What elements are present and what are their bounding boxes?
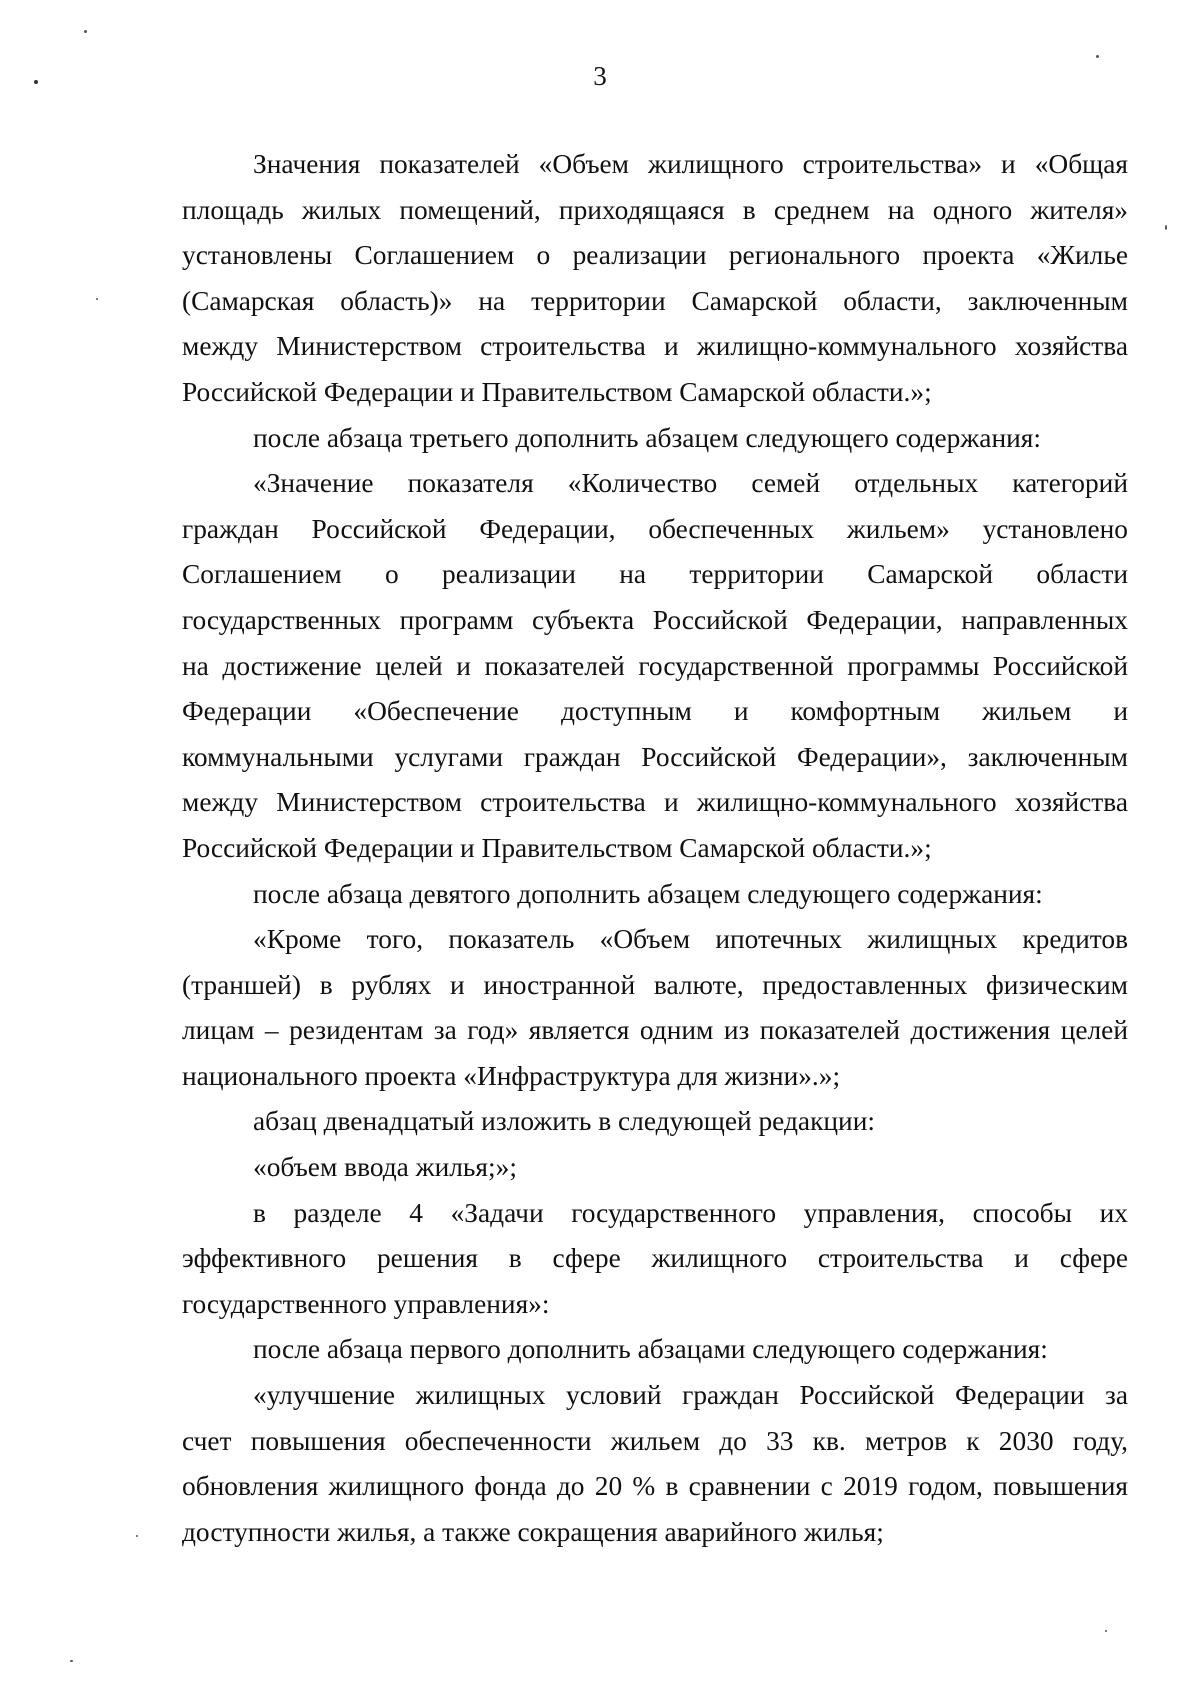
text-line: (траншей) в рублях и иностранной валюте, предоставленных физическим <box>182 969 1128 1000</box>
text-line: Российской Федерации и Правительством Самарской области.»; <box>182 376 932 407</box>
text-line: граждан Российской Федерации, обеспеченных жильем» установлено <box>182 513 1128 544</box>
text-line: Российской Федерации и Правительством Самарской области.»; <box>182 832 932 863</box>
text-line: (Самарская область)» на территории Самарской области, заключенным <box>182 285 1128 316</box>
text-line: коммунальными услугами граждан Российской Федерации», заключенным <box>182 741 1128 772</box>
text-line: «объем ввода жилья;»; <box>253 1152 517 1183</box>
scan-speck <box>1165 225 1167 230</box>
text-line: национального проекта «Инфраструктура для жизни».»; <box>182 1060 841 1091</box>
scan-speck <box>136 1535 138 1537</box>
scan-speck <box>84 30 87 33</box>
document-body <box>182 142 1128 1555</box>
page-number: 3 <box>593 61 607 91</box>
text-line: Значения показателей «Объем жилищного строительства» и «Общая <box>253 149 1128 179</box>
scan-speck <box>1105 1630 1107 1632</box>
scan-speck <box>34 80 38 84</box>
text-line: доступности жилья, а также сокращения аварийного жилья; <box>182 1516 884 1547</box>
text-line: в разделе 4 «Задачи государственного управления, способы их <box>253 1197 1128 1228</box>
text-line: счет повышения обеспеченности жильем до 33 кв. метров к 2030 году, <box>182 1425 1128 1456</box>
text-line: между Министерством строительства и жилищно-коммунального хозяйства <box>182 331 1128 362</box>
text-line: после абзаца девятого дополнить абзацем следующего содержания: <box>253 878 1043 909</box>
text-line: Соглашением о реализации на территории Самарской области <box>182 559 1128 590</box>
scan-speck <box>96 298 98 300</box>
text-line: после абзаца третьего дополнить абзацем следующего содержания: <box>253 422 1041 453</box>
text-line: установлены Соглашением о реализации регионального проекта «Жилье <box>182 240 1128 271</box>
text-line: между Министерством строительства и жилищно-коммунального хозяйства <box>182 787 1128 818</box>
text-line: «Кроме того, показатель «Объем ипотечных жилищных кредитов <box>253 924 1128 955</box>
text-line: «Значение показателя «Количество семей отдельных категорий <box>253 468 1128 499</box>
text-line: площадь жилых помещений, приходящаяся в среднем на одного жителя» <box>182 194 1128 225</box>
scan-speck <box>1096 55 1099 58</box>
text-line: эффективного решения в сфере жилищного строительства и сфере <box>182 1243 1128 1274</box>
text-line: абзац двенадцатый изложить в следующей редакции: <box>253 1106 875 1137</box>
text-line: «улучшение жилищных условий граждан Российской Федерации за <box>253 1380 1128 1411</box>
text-line: государственного управления»: <box>182 1288 550 1319</box>
text-line: Федерации «Обеспечение доступным и комфортным жильем и <box>182 696 1128 727</box>
text-line: лицам – резидентам за год» является одним из показателей достижения целей <box>182 1015 1128 1046</box>
text-line: обновления жилищного фонда до 20 % в сравнении с 2019 годом, повышения <box>182 1471 1128 1502</box>
text-line: государственных программ субъекта Российской Федерации, направленных <box>182 604 1128 635</box>
text-line: после абзаца первого дополнить абзацами следующего содержания: <box>253 1334 1048 1365</box>
scan-speck <box>70 1660 73 1662</box>
text-line: на достижение целей и показателей государственной программы Российской <box>182 650 1128 681</box>
